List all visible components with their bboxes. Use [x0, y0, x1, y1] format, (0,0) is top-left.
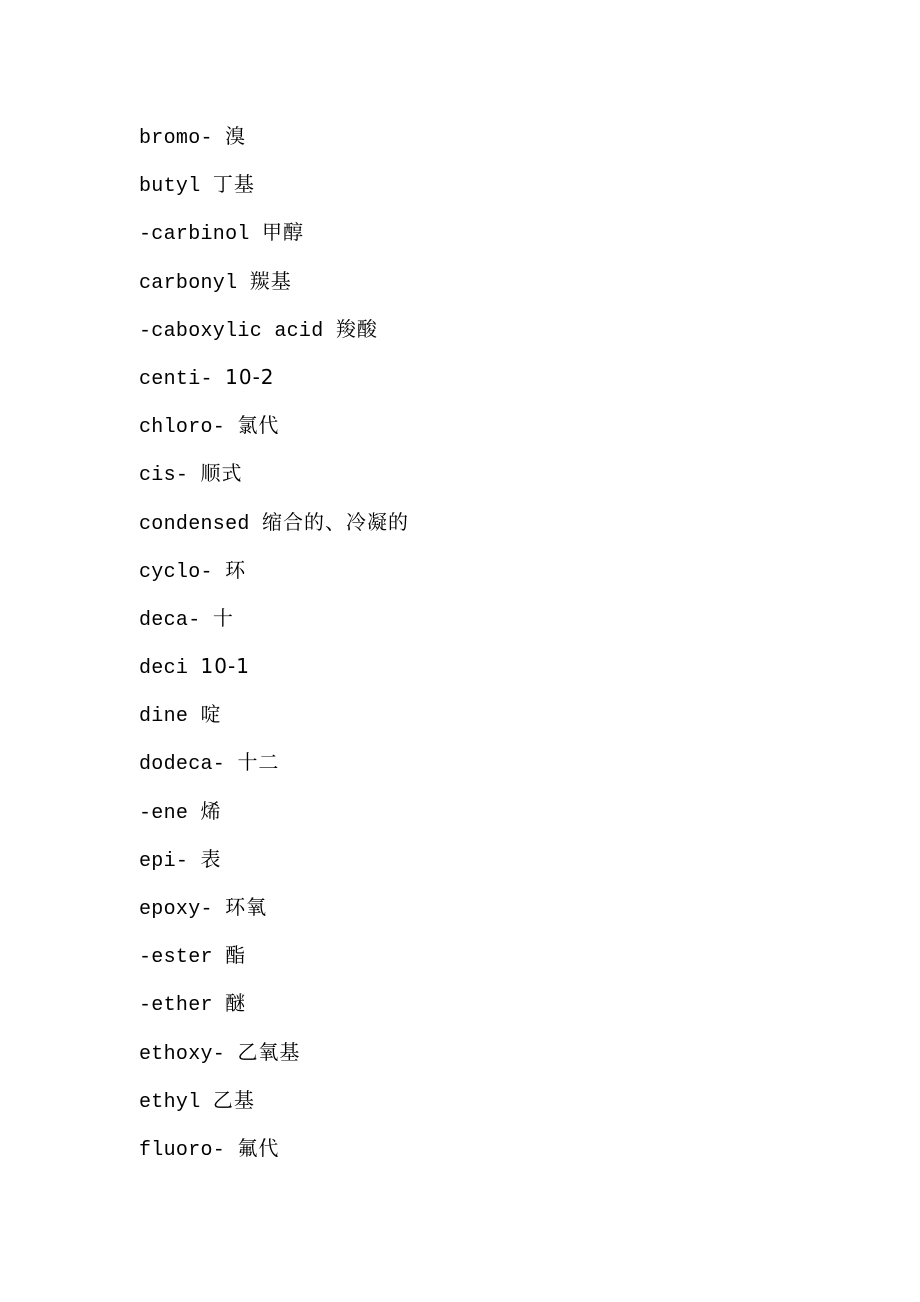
entry-meaning: 醚	[225, 991, 247, 1016]
glossary-entry	[139, 455, 409, 503]
entry-meaning: 乙氧基	[237, 1039, 301, 1064]
glossary-entry	[139, 407, 409, 455]
entry-term: cis-	[139, 464, 189, 488]
entry-meaning: 羰基	[249, 268, 292, 293]
entry-term: epi-	[139, 849, 189, 873]
entry-meaning: 环氧	[225, 895, 268, 919]
entry-term: ethoxy-	[139, 1042, 226, 1066]
entry-meaning: 环	[225, 557, 247, 582]
glossary-entry	[139, 937, 409, 985]
entry-meaning: 氟代	[237, 1135, 280, 1160]
entry-term: cyclo-	[139, 560, 213, 584]
entry-meaning: 溴	[225, 124, 247, 148]
glossary-list	[139, 118, 409, 1178]
entry-meaning: 酯	[225, 943, 247, 968]
entry-term: centi-	[139, 367, 213, 391]
entry-term: fluoro-	[139, 1138, 226, 1162]
glossary-entry	[139, 118, 409, 166]
glossary-entry	[139, 600, 409, 648]
entry-term: -ene	[139, 801, 189, 825]
entry-term: -ester	[139, 946, 213, 970]
glossary-entry	[139, 1034, 409, 1082]
entry-term: carbonyl	[139, 271, 238, 295]
entry-term: dodeca-	[139, 753, 226, 777]
glossary-entry	[139, 985, 409, 1033]
entry-term: -ether	[139, 994, 213, 1018]
entry-term: bromo-	[139, 127, 213, 150]
glossary-entry	[139, 166, 409, 214]
entry-term: dine	[139, 705, 189, 729]
entry-meaning: 顺式	[200, 461, 243, 486]
glossary-entry	[139, 263, 409, 311]
entry-meaning: 甲醇	[262, 220, 305, 245]
glossary-entry	[139, 793, 409, 841]
entry-meaning: 丁基	[212, 172, 255, 197]
entry-term: -carbinol	[139, 223, 250, 247]
glossary-entry	[139, 889, 409, 937]
glossary-entry	[139, 696, 409, 744]
entry-meaning: 乙基	[212, 1087, 255, 1112]
entry-meaning: 10-1	[200, 654, 250, 679]
glossary-entry	[139, 504, 409, 552]
entry-meaning: 表	[200, 846, 222, 871]
glossary-entry	[139, 1082, 409, 1130]
entry-term: chloro-	[139, 416, 226, 440]
glossary-entry	[139, 214, 409, 262]
entry-meaning: 烯	[200, 798, 222, 823]
glossary-entry	[139, 648, 409, 696]
entry-meaning: 十二	[237, 750, 280, 775]
entry-meaning: 氯代	[237, 413, 280, 438]
entry-meaning: 10-2	[225, 364, 275, 389]
glossary-entry	[139, 552, 409, 600]
glossary-entry	[139, 744, 409, 792]
entry-term: -caboxylic acid	[139, 319, 324, 343]
entry-term: ethyl	[139, 1090, 201, 1114]
glossary-entry	[139, 1130, 409, 1178]
entry-term: butyl	[139, 175, 201, 199]
entry-term: epoxy-	[139, 898, 213, 921]
entry-meaning: 啶	[200, 702, 222, 727]
entry-meaning: 羧酸	[335, 316, 378, 341]
entry-term: deca-	[139, 608, 201, 632]
glossary-entry	[139, 841, 409, 889]
entry-term: condensed	[139, 512, 250, 536]
glossary-entry	[139, 311, 409, 359]
entry-meaning: 十	[212, 605, 234, 630]
entry-meaning: 缩合的、冷凝的	[262, 509, 410, 534]
glossary-entry	[139, 359, 409, 407]
entry-term: deci	[139, 657, 189, 681]
